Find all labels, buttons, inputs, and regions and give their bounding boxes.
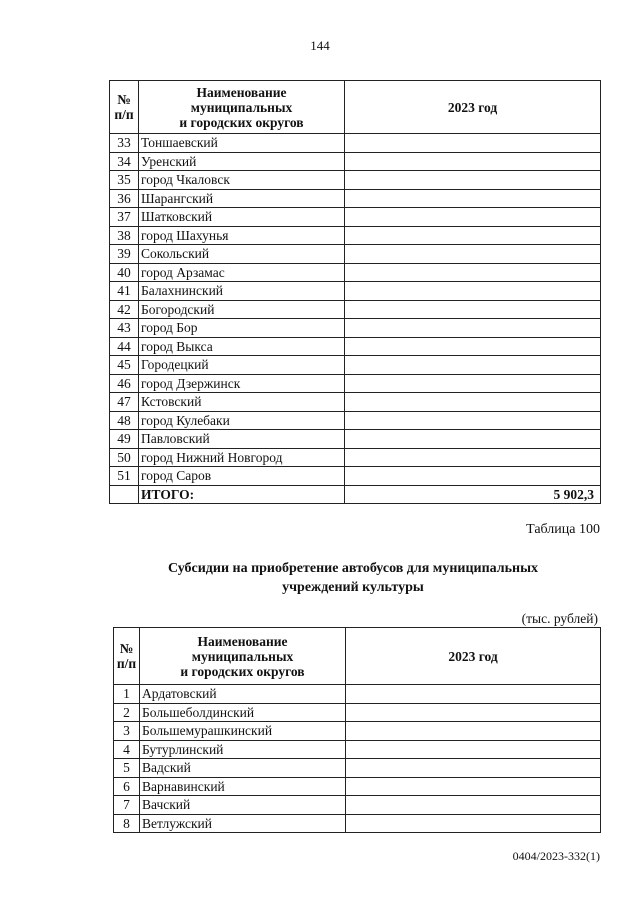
- year-value-cell: [345, 337, 601, 356]
- table-row: [114, 759, 601, 778]
- subsidy-table-continued: [109, 80, 601, 504]
- table-row: [114, 777, 601, 796]
- bus-subsidy-table: [113, 627, 601, 833]
- municipality-name: город Чкаловск: [139, 171, 345, 190]
- year-value-cell: [345, 263, 601, 282]
- row-number: 36: [110, 189, 139, 208]
- municipality-name: Большемурашкинский: [140, 722, 346, 741]
- header-name: [140, 628, 346, 685]
- year-value-cell: [345, 430, 601, 449]
- header-name-line3: и городских округов: [180, 663, 305, 679]
- municipality-name: Шарангский: [139, 189, 345, 208]
- year-value-cell: [345, 467, 601, 486]
- header-name: [139, 81, 345, 134]
- year-value-cell: [346, 722, 601, 741]
- table-row: [110, 152, 601, 171]
- table-row: [110, 208, 601, 227]
- year-value-cell: [346, 703, 601, 722]
- header-name-line1: Наименование: [196, 84, 287, 100]
- municipality-name: Тоншаевский: [139, 134, 345, 153]
- table-header-row: [110, 81, 601, 134]
- total-row: [110, 485, 601, 504]
- table-row: [110, 319, 601, 338]
- header-name-line2: муниципальных: [190, 99, 293, 115]
- row-number: 41: [110, 282, 139, 301]
- municipality-name: Уренский: [139, 152, 345, 171]
- row-number: 39: [110, 245, 139, 264]
- units-label: (тыс. рублей): [521, 611, 598, 626]
- row-number: 37: [110, 208, 139, 227]
- year-value-cell: [345, 152, 601, 171]
- municipality-name: город Шахунья: [139, 226, 345, 245]
- row-number: 34: [110, 152, 139, 171]
- year-value-cell: [346, 759, 601, 778]
- table-row: [110, 448, 601, 467]
- year-value-cell: [345, 411, 601, 430]
- municipality-name: Бутурлинский: [140, 740, 346, 759]
- row-number: 42: [110, 300, 139, 319]
- row-number: 38: [110, 226, 139, 245]
- header-name-line2: муниципальных: [191, 648, 294, 664]
- municipality-name: город Нижний Новгород: [139, 448, 345, 467]
- row-number: 44: [110, 337, 139, 356]
- municipality-name: Городецкий: [139, 356, 345, 375]
- section-title: [0, 559, 640, 597]
- page-number: 144: [310, 38, 330, 53]
- row-number: 33: [110, 134, 139, 153]
- section-title-line1: Субсидии на приобретение автобусов для муниципальных: [167, 561, 539, 576]
- year-value-cell: [345, 374, 601, 393]
- year-value-cell: [345, 208, 601, 227]
- header-number-line2: п/п: [114, 107, 134, 122]
- year-value-cell: [345, 171, 601, 190]
- row-number: 50: [110, 448, 139, 467]
- year-value-cell: [345, 448, 601, 467]
- year-value-cell: [345, 245, 601, 264]
- row-number: 7: [114, 796, 140, 815]
- table-row: [114, 796, 601, 815]
- table-header-row: [114, 628, 601, 685]
- table-row: [110, 189, 601, 208]
- table-row: [110, 393, 601, 412]
- municipality-name: Сокольский: [139, 245, 345, 264]
- row-number: 45: [110, 356, 139, 375]
- header-number-line1: №: [119, 641, 134, 656]
- row-number: 51: [110, 467, 139, 486]
- municipality-name: Вачский: [140, 796, 346, 815]
- table-row: [114, 740, 601, 759]
- row-number: 46: [110, 374, 139, 393]
- row-number: 40: [110, 263, 139, 282]
- row-number: 48: [110, 411, 139, 430]
- table-row: [110, 430, 601, 449]
- year-value-cell: [345, 319, 601, 338]
- row-number: 4: [114, 740, 140, 759]
- municipality-name: Большеболдинский: [140, 703, 346, 722]
- header-name-line1: Наименование: [197, 633, 288, 649]
- year-value-cell: [346, 685, 601, 704]
- table-row: [110, 134, 601, 153]
- total-number-cell: [110, 485, 139, 504]
- table-row: [110, 282, 601, 301]
- table-row: [114, 703, 601, 722]
- municipality-name: Кстовский: [139, 393, 345, 412]
- table-row: [110, 467, 601, 486]
- municipality-name: город Дзержинск: [139, 374, 345, 393]
- document-code: 0404/2023-332(1): [512, 849, 600, 863]
- year-value-cell: [346, 796, 601, 815]
- row-number: 6: [114, 777, 140, 796]
- municipality-name: город Выкса: [139, 337, 345, 356]
- municipality-name: Варнавинский: [140, 777, 346, 796]
- municipality-name: город Саров: [139, 467, 345, 486]
- row-number: 35: [110, 171, 139, 190]
- table-label: Таблица 100: [526, 522, 600, 537]
- table-row: [110, 245, 601, 264]
- municipality-name: Ардатовский: [140, 685, 346, 704]
- row-number: 3: [114, 722, 140, 741]
- municipality-name: город Кулебаки: [139, 411, 345, 430]
- municipality-name: город Бор: [139, 319, 345, 338]
- municipality-name: Шатковский: [139, 208, 345, 227]
- year-value-cell: [345, 282, 601, 301]
- table-row: [114, 722, 601, 741]
- table-row: [110, 300, 601, 319]
- table-row: [110, 226, 601, 245]
- year-value-cell: [346, 740, 601, 759]
- year-value-cell: [345, 393, 601, 412]
- row-number: 43: [110, 319, 139, 338]
- table-row: [110, 411, 601, 430]
- row-number: 47: [110, 393, 139, 412]
- year-value-cell: [345, 226, 601, 245]
- row-number: 5: [114, 759, 140, 778]
- municipality-name: Балахнинский: [139, 282, 345, 301]
- header-year: 2023 год: [346, 628, 601, 685]
- municipality-name: город Арзамас: [139, 263, 345, 282]
- row-number: 2: [114, 703, 140, 722]
- municipality-name: Павловский: [139, 430, 345, 449]
- year-value-cell: [346, 814, 601, 833]
- year-value-cell: [345, 134, 601, 153]
- table-row: [110, 356, 601, 375]
- header-number: [110, 81, 139, 134]
- year-value-cell: [346, 777, 601, 796]
- table-row: [114, 685, 601, 704]
- year-value-cell: [345, 356, 601, 375]
- row-number: 1: [114, 685, 140, 704]
- header-number-line2: п/п: [116, 656, 137, 671]
- table-row: [110, 374, 601, 393]
- header-number: [114, 628, 140, 685]
- municipality-name: Богородский: [139, 300, 345, 319]
- table-row: [110, 263, 601, 282]
- table-row: [110, 171, 601, 190]
- municipality-name: Вадский: [140, 759, 346, 778]
- year-value-cell: [345, 189, 601, 208]
- row-number: 8: [114, 814, 140, 833]
- row-number: 49: [110, 430, 139, 449]
- year-value-cell: [345, 300, 601, 319]
- municipality-name: Ветлужский: [140, 814, 346, 833]
- total-label: ИТОГО:: [139, 485, 345, 504]
- header-number-line1: №: [117, 92, 131, 107]
- header-name-line3: и городских округов: [179, 114, 304, 130]
- table-row: [114, 814, 601, 833]
- header-year: 2023 год: [345, 81, 601, 134]
- section-title-line2: учреждений культуры: [282, 580, 424, 595]
- total-value: 5 902,3: [345, 485, 601, 504]
- table-row: [110, 337, 601, 356]
